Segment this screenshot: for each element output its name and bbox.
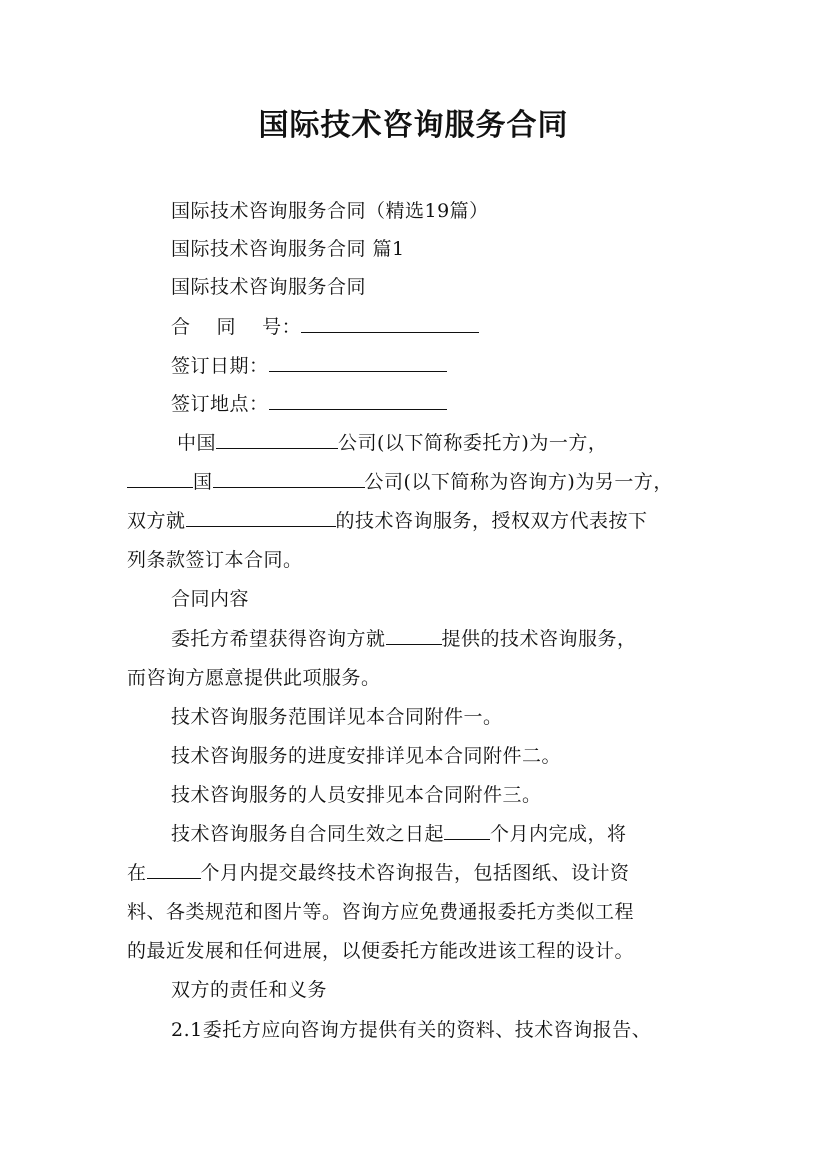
paragraph-parties-line-4: 列条款签订本合同。 [127, 549, 303, 571]
sign-place-row [127, 385, 771, 423]
text-consultant-definition: 公司(以下简称为咨询方)为另一方， [364, 471, 673, 493]
text-timeline-complete: 个月内完成，将 [490, 823, 627, 845]
text-purpose-start: 委托方希望获得咨询方就 [171, 628, 386, 650]
text-at: 在 [127, 862, 147, 884]
paragraph-personnel: 技术咨询服务的人员安排见本合同附件三。 [171, 784, 542, 806]
sign-place-blank [269, 391, 447, 410]
purpose-subject-blank [386, 626, 442, 645]
paragraph-contract-name: 国际技术咨询服务合同 [171, 276, 367, 298]
paragraph-purpose-line-1 [127, 620, 771, 658]
paragraph-parties-line-1 [127, 424, 777, 462]
service-subject-blank [186, 508, 336, 527]
consultant-country-blank [127, 469, 193, 488]
paragraph-section-heading: 国际技术咨询服务合同 篇1 [171, 238, 405, 260]
text-client-definition: 公司(以下简称委托方)为一方， [338, 432, 608, 454]
heading-contract-content: 合同内容 [171, 588, 250, 610]
contract-number-blank [301, 314, 479, 333]
paragraph-timeline-line-3: 料、各类规范和图片等。咨询方应免费通报委托方类似工程 [127, 901, 635, 923]
paragraph-scope: 技术咨询服务范围详见本合同附件一。 [171, 706, 503, 728]
text-country: 国 [193, 471, 213, 493]
sign-date-row [127, 347, 771, 385]
paragraph-schedule: 技术咨询服务的进度安排详见本合同附件二。 [171, 745, 562, 767]
paragraph-parties-line-3 [127, 502, 727, 540]
paragraph-clause-2-1: 2.1委托方应向咨询方提供有关的资料、技术咨询报告、 [171, 1019, 652, 1041]
client-company-blank [216, 430, 338, 449]
months-complete-blank [444, 821, 490, 840]
text-purpose-end: 提供的技术咨询服务， [441, 628, 637, 650]
contract-number-row [127, 308, 771, 346]
paragraph-subtitle: 国际技术咨询服务合同（精选19篇） [171, 200, 489, 222]
consultant-company-blank [213, 469, 365, 488]
text-report-submit: 个月内提交最终技术咨询报告，包括图纸、设计资 [200, 862, 630, 884]
text-china: 中国 [177, 432, 217, 454]
heading-responsibilities: 双方的责任和义务 [171, 979, 328, 1001]
paragraph-purpose-line-2: 而咨询方愿意提供此项服务。 [127, 667, 381, 689]
contract-number-label: 合 同 号： [171, 316, 302, 338]
sign-date-label: 签订日期： [171, 355, 269, 377]
paragraph-timeline-line-1 [127, 815, 771, 853]
paragraph-parties-line-2 [127, 463, 727, 501]
paragraph-timeline-line-2 [127, 854, 727, 892]
text-both-parties: 双方就 [127, 510, 186, 532]
text-timeline-start: 技术咨询服务自合同生效之日起 [171, 823, 445, 845]
text-authorization: 的技术咨询服务，授权双方代表按下 [335, 510, 648, 532]
sign-place-label: 签订地点： [171, 393, 269, 415]
months-report-blank [147, 860, 201, 879]
sign-date-blank [269, 353, 447, 372]
document-title: 国际技术咨询服务合同 [258, 108, 569, 143]
paragraph-timeline-line-4: 的最近发展和任何进展，以便委托方能改进该工程的设计。 [127, 940, 635, 962]
